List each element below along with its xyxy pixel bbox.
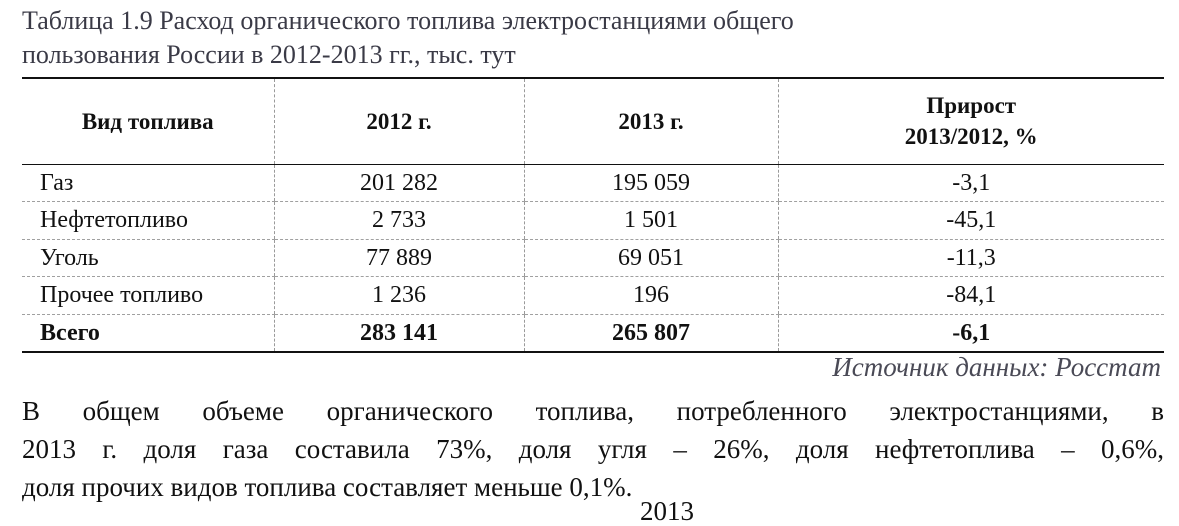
paragraph-line-2: 2013 г. доля газа составила 73%, доля угля – 26%, доля нефтетоплива – 0,6%,: [22, 434, 1164, 464]
header-growth-line-1: Прирост: [926, 93, 1017, 119]
table-row: [22, 202, 1164, 240]
table-row: [22, 239, 1164, 277]
total-2012: 283 141: [274, 314, 524, 352]
cell-2013: 196: [524, 277, 778, 315]
body-paragraph: [22, 392, 1164, 506]
header-2013: 2013 г.: [524, 78, 778, 164]
paragraph-line-3: доля прочих видов топлива составляет меньше 0,1%.: [22, 472, 633, 502]
cell-2012: 201 282: [274, 164, 524, 202]
cell-fuel: Уголь: [22, 239, 274, 277]
cell-2012: 2 733: [274, 202, 524, 240]
caption-line-1: Таблица 1.9 Расход органического топлива электростанциями общего: [22, 6, 794, 35]
paragraph-line-1: В общем объеме органического топлива, потребленного электростанциями, в: [22, 396, 1164, 426]
cell-2012: 1 236: [274, 277, 524, 315]
header-fuel-type: Вид топлива: [22, 78, 274, 164]
cutoff-text-fragment: 2013: [640, 496, 694, 526]
cell-2012: 77 889: [274, 239, 524, 277]
data-source-note: Источник данных: Росстат: [832, 352, 1161, 382]
cell-2013: 1 501: [524, 202, 778, 240]
total-growth: -6,1: [778, 314, 1164, 352]
cell-growth: -45,1: [778, 202, 1164, 240]
header-growth-line-2: 2013/2012, %: [904, 124, 1038, 150]
table-header-row: [22, 78, 1164, 164]
total-label: Всего: [22, 314, 274, 352]
cell-fuel: Нефтетопливо: [22, 202, 274, 240]
cell-growth: -3,1: [778, 164, 1164, 202]
table-total-row: [22, 314, 1164, 352]
table-caption: [22, 4, 1162, 72]
table-row: [22, 164, 1164, 202]
caption-line-2: пользования России в 2012-2013 гг., тыс. тут: [22, 40, 516, 69]
header-growth: [778, 78, 1164, 164]
header-2012: 2012 г.: [274, 78, 524, 164]
fuel-consumption-table: [22, 77, 1164, 353]
cell-growth: -84,1: [778, 277, 1164, 315]
cell-2013: 195 059: [524, 164, 778, 202]
cell-2013: 69 051: [524, 239, 778, 277]
total-2013: 265 807: [524, 314, 778, 352]
cell-fuel: Газ: [22, 164, 274, 202]
cell-fuel: Прочее топливо: [22, 277, 274, 315]
table-row: [22, 277, 1164, 315]
cell-growth: -11,3: [778, 239, 1164, 277]
